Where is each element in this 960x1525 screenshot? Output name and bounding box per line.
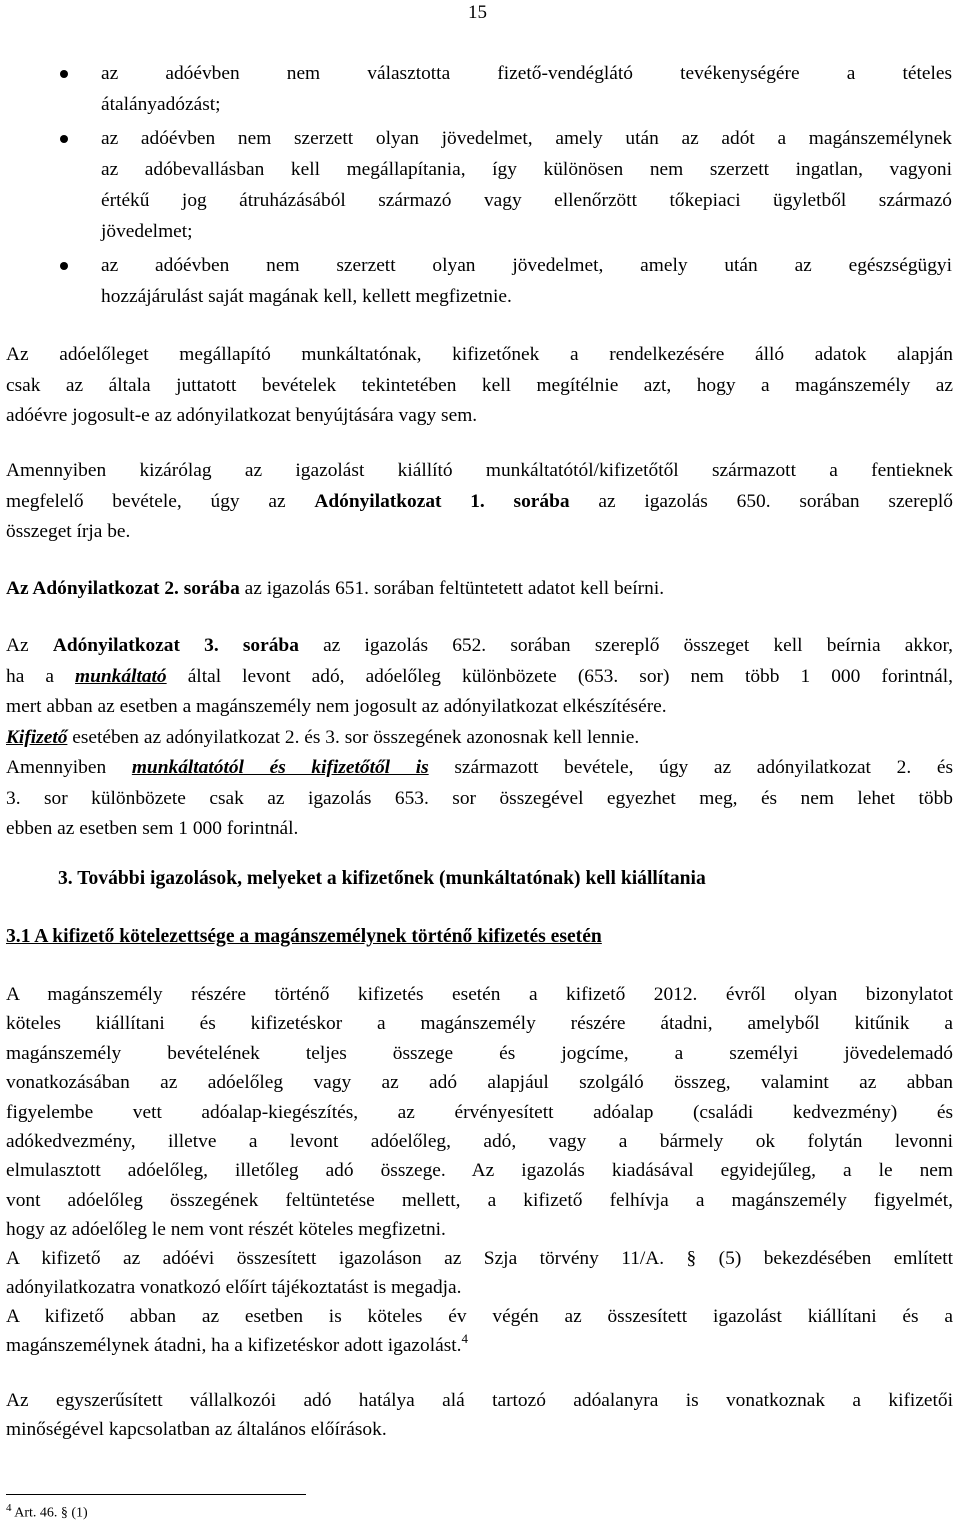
text-run: az igazolás 652. sorában szereplő összeget kell beírnia akkor, — [298, 635, 953, 656]
emphasis-run: Kifizető — [6, 726, 68, 748]
text-line: adónyilatkozatra vonatkozó előírt tájékoztatást is megadja. — [6, 1277, 462, 1299]
text-line: az adóévben nem szerzett olyan jövedelmet, amely után az adót a magánszemélynek — [101, 128, 952, 149]
text-line: vont adóelőleg összegének feltüntetése mellett, a kifizető felhívja a magánszemély figyelmét, — [6, 1189, 953, 1211]
bullet-icon — [60, 262, 68, 270]
text-line: 3. sor különbözete csak az igazolás 653. sor összegével egyezhet meg, és nem lehet több — [6, 787, 953, 809]
text-line: A kifizető abban az esetben is köteles év végén az összesített igazolást kiállítani és a — [6, 1306, 953, 1327]
text-line: az adóévben nem választotta fizető-vendéglátó tevékenységére a tételes — [101, 63, 952, 84]
text-line: A magánszemély részére történő kifizetés esetén a kifizető 2012. évről olyan bizonylatot — [6, 984, 953, 1005]
text-run: Az — [6, 635, 53, 656]
bold-run: Adónyilatkozat 1. sorába — [314, 490, 570, 512]
section-heading: 3. További igazolások, melyeket a kifizetőnek (munkáltatónak) kell kiállítania — [58, 868, 706, 889]
paragraph — [6, 456, 953, 548]
text-line: elmulasztott adóelőleg, illetőleg adó összege. Az igazolás kiadásával egyidejűleg, a le nem — [6, 1160, 953, 1182]
footnote-divider — [6, 1494, 306, 1495]
text-line: magánszemély bevételének teljes összege és jogcíme, a személyi jövedelemadó — [6, 1042, 953, 1064]
text-line: adókedvezmény, illetve a levont adóelőleg, adó, vagy a bármely ok folytán levonni — [6, 1131, 953, 1153]
text-line: minőségével kapcsolatban az általános előírások. — [6, 1419, 387, 1441]
paragraph — [6, 1302, 953, 1361]
footnote-ref: 4 — [461, 1331, 469, 1347]
text-line — [6, 1331, 953, 1360]
text-run: az igazolás 651. sorában feltüntetett adatot kell beírni. — [239, 578, 665, 599]
text-line: mert abban az esetben a magánszemély nem jogosult az adónyilatkozat elkészítésére. — [6, 696, 667, 717]
text-line: figyelembe vett adóalap-kiegészítés, az érvényesített adóalap (családi kedvezmény) és — [6, 1101, 953, 1123]
text-line — [6, 487, 953, 518]
text-line: értékű jog átruházásából származó vagy ellenőrzött tőkepiaci ügyletből származó — [101, 190, 952, 211]
bold-run: Az Adónyilatkozat 2. sorába — [6, 578, 240, 599]
paragraph — [6, 631, 953, 845]
text-line — [6, 631, 953, 662]
text-line: adóévre jogosult-e az adónyilatkozat benyújtására vagy sem. — [6, 405, 478, 426]
paragraph — [6, 340, 953, 432]
text-run: esetében az adónyilatkozat 2. és 3. sor összegének azonosnak kell lennie. — [67, 726, 640, 748]
text-run: ha a — [6, 665, 76, 687]
bold-run: Adónyilatkozat 3. sorába — [52, 635, 299, 656]
text-line: Amennyiben kizárólag az igazolást kiállító munkáltatótól/kifizetőtől származott a fentieknek — [6, 460, 953, 481]
text-line: Az adóelőleget megállapító munkáltatónak, kifizetőnek a rendelkezésére álló adatok alapján — [6, 344, 953, 365]
list-item — [0, 250, 960, 312]
text-line: az adóbevallásban kell megállapítania, így különösen nem szerzett ingatlan, vagyoni — [101, 159, 952, 180]
text-line: hozzájárulást saját magának kell, kellett megfizetnie. — [101, 286, 512, 307]
paragraph — [6, 574, 953, 605]
text-run: származott bevétele, úgy az adónyilatkozat 2. és — [428, 757, 953, 778]
text-line: csak az általa juttatott bevételek tekintetében kell megítélnie azt, hogy a magánszemély az — [6, 374, 953, 396]
page-number: 15 — [468, 2, 487, 23]
footnote — [6, 1502, 88, 1522]
paragraph — [6, 1244, 953, 1303]
subsection-heading: 3.1 A kifizető kötelezettsége a magánszemélynek történő kifizetés esetén — [6, 926, 602, 947]
text-line: átalányadózást; — [101, 94, 221, 115]
bullet-icon — [60, 135, 68, 143]
text-run: megfelelő bevétele, úgy az — [6, 490, 315, 512]
bullet-list — [0, 58, 960, 315]
text-run: által levont adó, adóelőleg különbözete (653. sor) nem több 1 000 forintnál, — [166, 665, 953, 687]
text-line — [6, 574, 953, 605]
text-line: ebben az esetben sem 1 000 forintnál. — [6, 818, 299, 839]
text-line: jövedelmet; — [101, 221, 193, 242]
text-line: A kifizető az adóévi összesített igazoláson az Szja törvény 11/A. § (5) bekezdésében említett — [6, 1248, 953, 1269]
text-line — [6, 753, 953, 784]
text-run: Amennyiben — [6, 757, 132, 778]
text-line — [6, 723, 953, 754]
text-line — [6, 662, 953, 693]
text-line: hogy az adóelőleg le nem vont részét köteles megfizetni. — [6, 1219, 446, 1241]
text-line: az adóévben nem szerzett olyan jövedelmet, amely után az egészségügyi — [101, 255, 952, 276]
paragraph — [6, 980, 953, 1245]
text-line: összeget írja be. — [6, 521, 131, 542]
list-item — [0, 58, 960, 120]
footnote-text: Art. 46. § (1) — [11, 1505, 88, 1521]
text-run: magánszemélynek átadni, ha a kifizetéskor adott igazolást. — [6, 1335, 462, 1357]
emphasis-run: munkáltatótól és kifizetőtől is — [131, 757, 429, 778]
text-line: köteles kiállítani és kifizetéskor a magánszemély részére átadni, amelyből kitűnik a — [6, 1013, 953, 1035]
emphasis-run: munkáltató — [75, 665, 167, 687]
text-line: Az egyszerűsített vállalkozói adó hatálya alá tartozó adóalanyra is vonatkoznak a kifizetői — [6, 1390, 953, 1411]
footnote-number: 4 — [6, 1502, 12, 1514]
paragraph — [6, 1386, 953, 1445]
list-item — [0, 123, 960, 247]
text-run: az igazolás 650. sorában szereplő — [569, 490, 953, 512]
bullet-icon — [60, 70, 68, 78]
text-line: vonatkozásában az adóelőleg vagy az adó alapjául szolgáló összeg, valamint az abban — [6, 1072, 953, 1094]
